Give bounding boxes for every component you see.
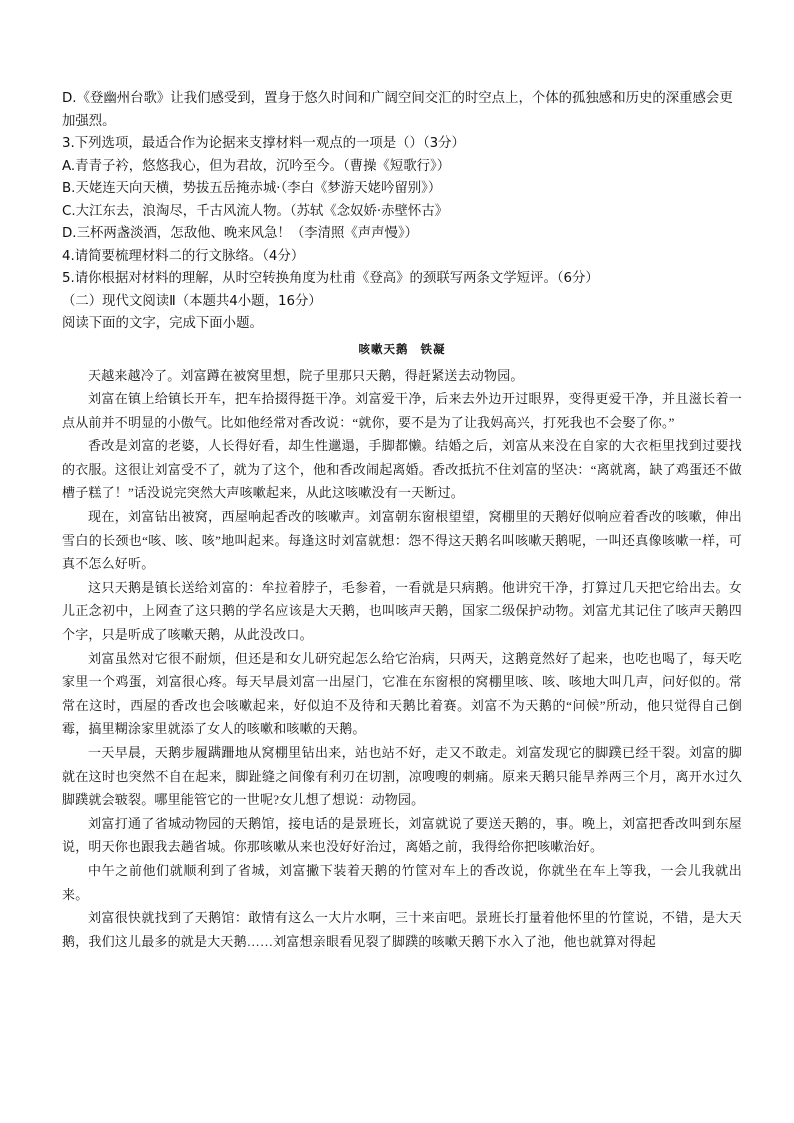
article-paragraph: 香改是刘富的老婆，人长得好看，却生性邋遢，手脚都懒。结婚之后，刘富从来没在自家的大衣柜里找到过要找的衣服。这很让刘富受不了，就为了这个，他和香改闹起离婚。香改抵抗不住刘富的坚决：“离就离，缺了鸡蛋还不做槽子糕了！”话没说完突然大声咳嗽起来，从此这咳嗽没有一天断过。: [62, 438, 742, 501]
article-paragraph: 刘富虽然对它很不耐烦，但还是和女儿研究起怎么给它治病，只两天，这鹅竟然好了起来，也吃也喝了，每天吃家里一个鸡蛋，刘富很心疼。每天早晨刘富一出屋门，它准在东窗根的窝棚里咳、咳、咳地大叫几声，问好似的。常常在这时，西屋的香改也会咳嗽起来，好似迫不及待和天鹅比着赛。刘富不为天鹅的“问候”所动，他只觉得自己倒霉，搞里糊涂家里就添了女人的咳嗽和咳嗽的天鹅。: [62, 650, 742, 737]
question-3-option-a: A.青青子衿，悠悠我心，但为君故，沉吟至今。（曹操《短歌行》）: [62, 158, 451, 174]
question-3-option-d: D.三杯两盏淡酒，怎敌他、晚来风急！（李清照《声声慢》）: [62, 226, 419, 241]
article-paragraph: 这只天鹅是镇长送给刘富的：牟拉着脖子，毛参着，一看就是只病鹅。他讲究干净，打算过几天把它给出去。女儿正念初中，上网查了这只鹅的学名应该是大天鹅，也叫咳声天鹅，国家二级保护动物。刘富尤其记住了咳声天鹅四个字，只是听成了咳嗽天鹅，从此没改口。: [62, 579, 742, 643]
question-3-option-b: B.天姥连天向天横，势拔五岳掩赤城·（李白《梦游天姥吟留别》）: [62, 181, 442, 196]
article-paragraph: 一天早晨，天鹅步履蹒跚地从窝棚里钻出来，站也站不好，走又不敢走。刘富发现它的脚蹼已经干裂。刘富的脚就在这时也突然不自在起来，脚趾缝之间像有利刃在切割，凉嗖嗖的刺痛。原来天鹅只能旱养两三个月，离开水过久脚蹼就会皲裂。哪里能管它的一世呢?女儿想了想说：动物园。: [62, 745, 742, 808]
article-paragraph: 刘富在镇上给镇长开车，把车拾掇得挺干净。刘富爱干净，后来去外边开过眼界，变得更爱干净，并且滋长着一点从前并不明显的小傲气。比如他经常对香改说：“就你，要不是为了让我妈高兴，打死我也不会娶了你。”: [62, 391, 742, 430]
article-paragraph: 天越来越冷了。刘富蹲在被窝里想，院子里那只天鹅，得赶紧送去动物园。: [88, 367, 524, 383]
option-d-previous-question: D.《登幽州台歌》让我们感受到，置身于悠久时间和广阔空间交汇的时空点上，个体的孤独感和历史的深重感会更加强烈。: [62, 91, 733, 129]
article-paragraph: 中午之前他们就顺利到了省城，刘富撇下装着天鹅的竹筐对车上的香改说，你就坐在车上等我，一会儿我就出来。: [62, 862, 742, 902]
article-title-line: [62, 340, 742, 358]
question-3: 3.下列选项，最适合作为论据来支撑材料一观点的一项是（）（3分）: [62, 136, 465, 151]
article-paragraph: 现在，刘富钻出被窝，西屋响起香改的咳嗽声。刘富朝东窗根望望，窝棚里的天鹅好似响应着香改的咳嗽，伸出雪白的长颈也“咳、咳、咳”地叫起来。每逢这时刘富就想：怨不得这天鹅名叫咳嗽天鹅呢，一叫还真像咳嗽一样，可真不怎么好听。: [62, 509, 742, 572]
question-4: 4.请简要梳理材料二的行文脉络。（4分）: [62, 248, 305, 264]
document-page: [62, 88, 742, 953]
question-5: 5.请你根据对材料的理解，从时空转换角度为杜甫《登高》的颈联写两条文学短评。（6分）: [62, 271, 599, 286]
section-heading: （二）现代文阅读Ⅱ（本题共4小题，16分）: [62, 293, 322, 309]
reading-instruction: 阅读下面的文字，完成下面小题。: [62, 316, 263, 331]
question-3-option-c: C.大江东去，浪淘尽，千古风流人物。（苏轼《念奴娇·赤壁怀古》: [62, 203, 449, 219]
article-author: 铁凝: [420, 341, 446, 356]
article-title: 咳嗽天鹅: [358, 341, 409, 356]
article-paragraph: 刘富打通了省城动物园的天鹅馆，接电话的是景班长，刘富就说了要送天鹅的，事。晚上，刘富把香改叫到东屋说，明天你也跟我去趟省城。你那咳嗽从来也没好好治过，离婚之前，我得给你把咳嗽治好。: [62, 815, 742, 855]
article-paragraph: 刘富很快就找到了天鹅馆：敢情有这么一大片水啊，三十来亩吧。景班长打量着他怀里的竹筐说，不错，是大天鹅，我们这儿最多的就是大天鹅……刘富想亲眼看见裂了脚蹼的咳嗽天鹅下水入了池，他也就算对得起: [62, 910, 742, 949]
